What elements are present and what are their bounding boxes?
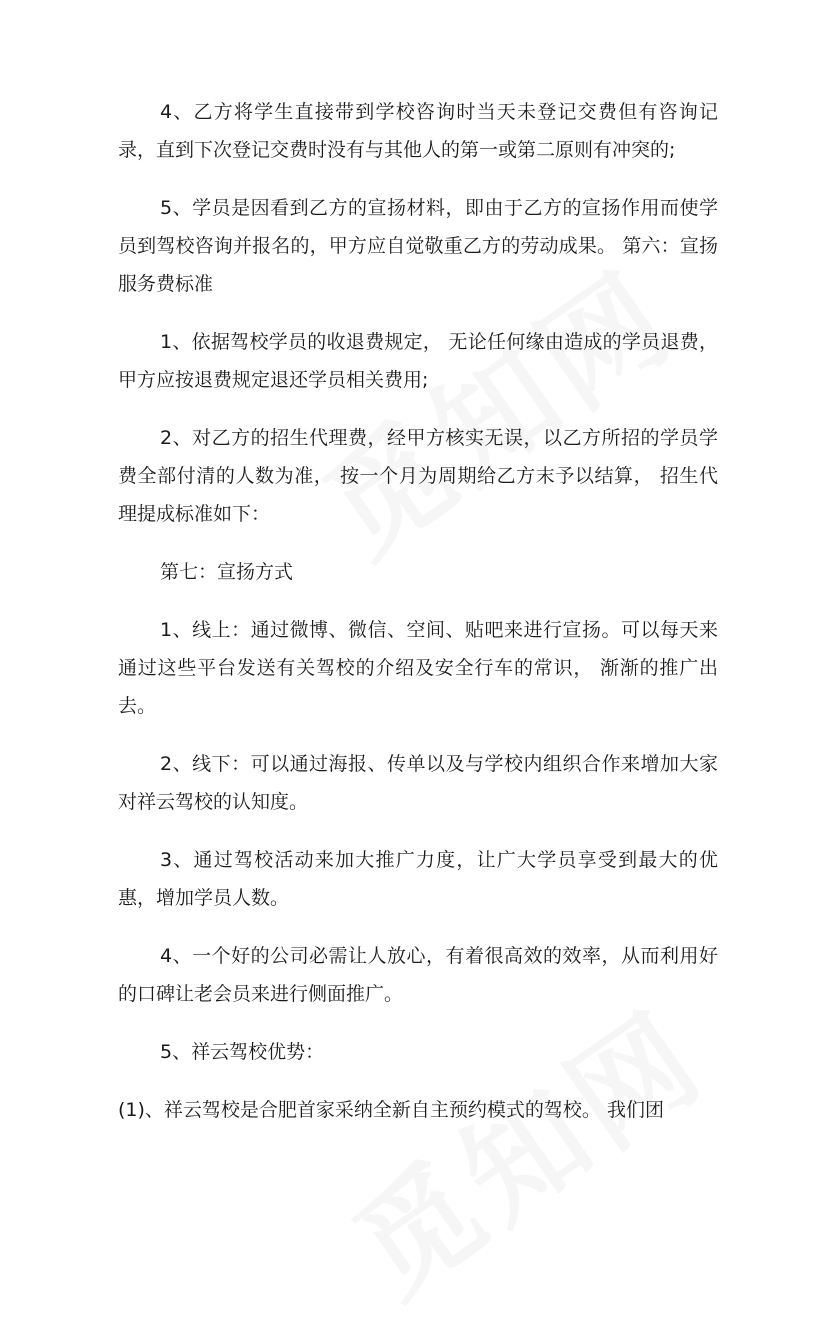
document-body [118,93,718,1149]
paragraph-offline: 2、线下：可以通过海报、传单以及与学校内组织合作来增加大家对祥云驾校的认知度。 [118,753,718,813]
paragraph-agency-fee: 2、对乙方的招生代理费，经甲方核实无误，以乙方所招的学员学费全部付清的人数为准， 按一个月为周期给乙方末予以结算， 招生代理提成标准如下： [118,427,718,525]
paragraph-advantage-1: (1)、祥云驾校是合肥首家采纳全新自主预约模式的驾校。 我们团 [118,1099,664,1121]
paragraph-online: 1、线上：通过微博、微信、空间、贴吧来进行宣扬。可以每天来通过这些平台发送有关驾校的介绍及安全行车的常识， 渐渐的推广出去。 [118,619,718,717]
section-heading-promotion-methods: 第七：宣扬方式 [160,561,294,583]
paragraph-activities: 3、通过驾校活动来加大推广力度，让广大学员享受到最大的优惠，增加学员人数。 [118,849,718,909]
paragraph-promotion-result: 5、学员是因看到乙方的宣扬材料，即由于乙方的宣扬作用而使学员到驾校咨询并报名的，甲方应自觉敬重乙方的劳动成果。 第六：宣扬服务费标准 [118,197,718,295]
paragraph-reputation: 4、一个好的公司必需让人放心，有着很高效的效率，从而利用好的口碑让老会员来进行侧面推广。 [118,945,718,1005]
paragraph-advantages-heading: 5、祥云驾校优势： [160,1041,325,1063]
paragraph-refund-rule: 1、依据驾校学员的收退费规定， 无论任何缘由造成的学员退费，甲方应按退费规定退还学员相关费用; [118,331,718,391]
paragraph-referral-record: 4、乙方将学生直接带到学校咨询时当天未登记交费但有咨询记录，直到下次登记交费时没有与其他人的第一或第二原则有冲突的; [118,101,718,161]
